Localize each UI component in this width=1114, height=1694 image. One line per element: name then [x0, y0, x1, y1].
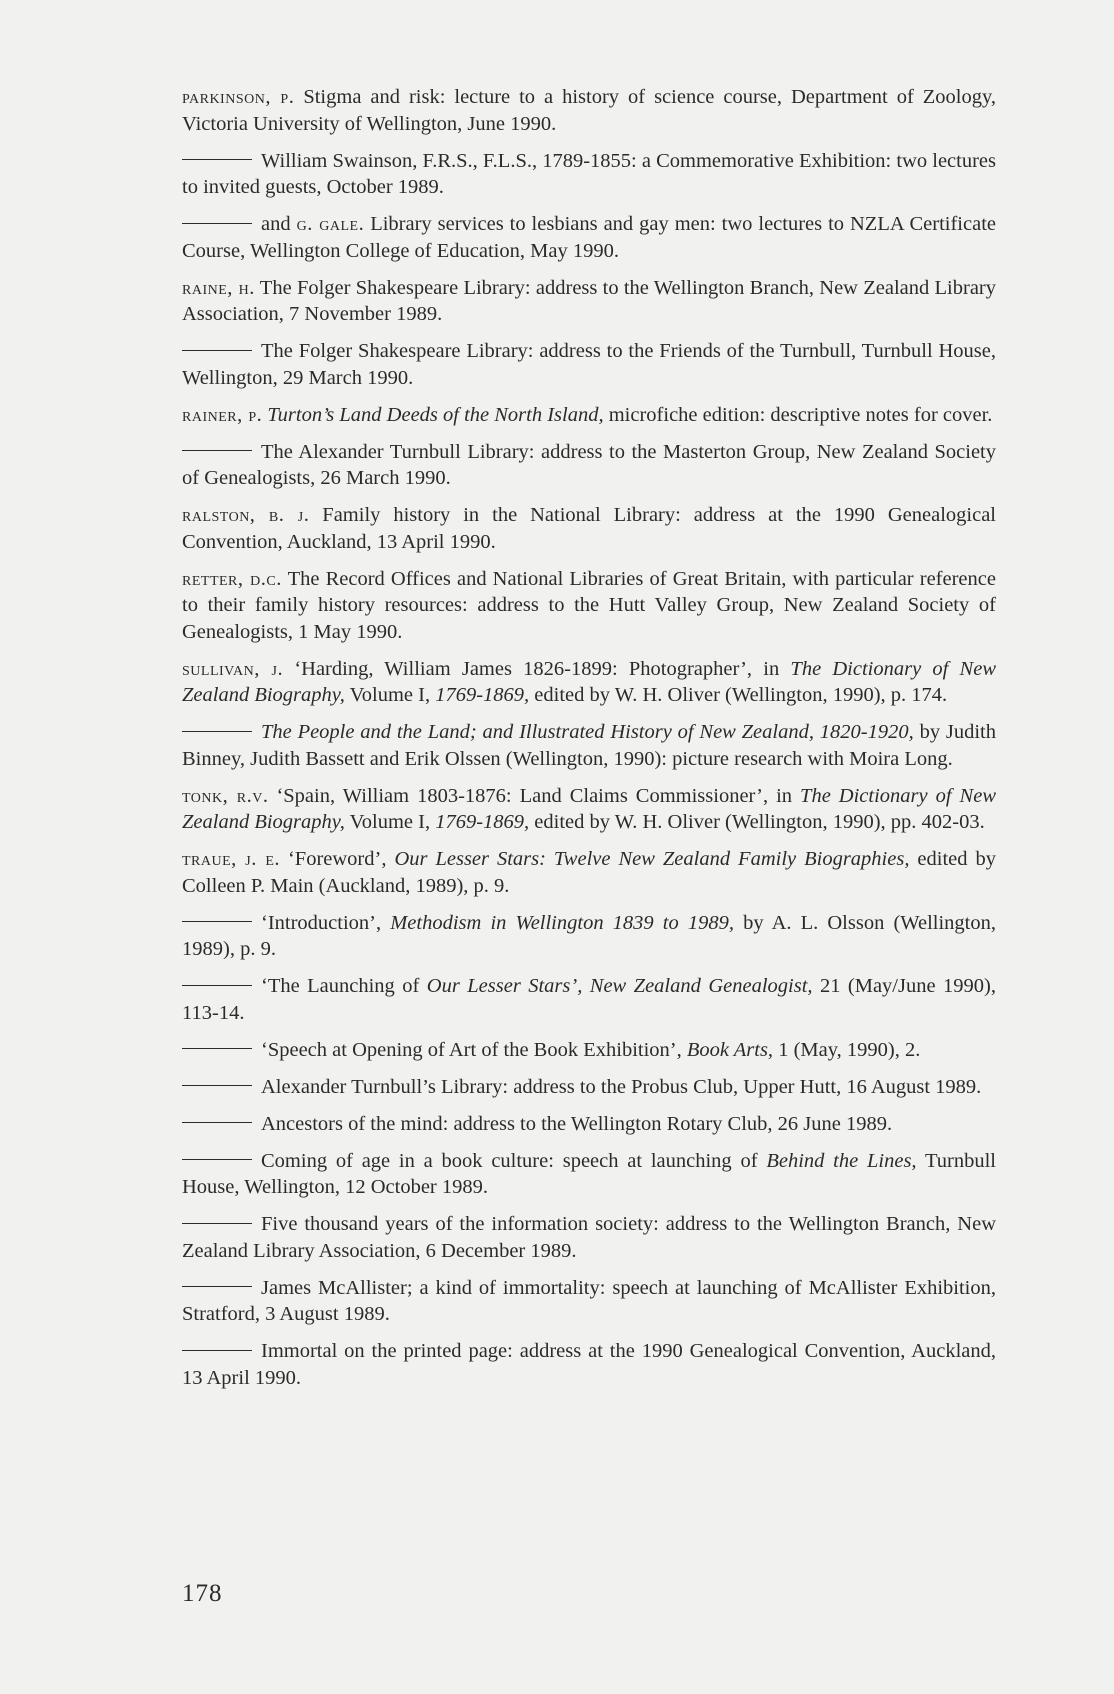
bibliography-entry — [182, 402, 996, 429]
bibliography-entry — [182, 502, 996, 555]
entry-text: The Folger Shakespeare Library: address to the Wellington Branch, New Zealand Library Association, 7 November 1989. — [182, 276, 996, 325]
entry-title-italic: Our Lesser Stars’, New Zealand Genealogist, — [426, 975, 813, 997]
bibliography-entry — [182, 566, 996, 646]
entry-text: Turnbull House, Wellington, 12 October 1989. — [182, 1149, 996, 1198]
entry-text: ‘Speech at Opening of Art of the Book Exhibition’, — [261, 1038, 687, 1061]
bibliography-entry — [182, 846, 996, 899]
entry-text: Volume I, — [344, 811, 436, 833]
bibliography-entry — [182, 1074, 996, 1101]
bibliography-entry — [182, 275, 996, 328]
bibliography-entry — [182, 148, 996, 201]
bibliography-entry — [182, 656, 996, 709]
bibliography-entry — [182, 1211, 996, 1264]
entry-title-italic: Behind the Lines, — [766, 1149, 917, 1172]
entry-author: ralston, b. j. — [182, 504, 310, 526]
repeat-author-dash — [182, 1350, 252, 1351]
repeat-author-dash — [182, 1122, 252, 1123]
entry-title-italic: The People and the Land; and Illustrated History of New Zealand, 1820-1920, — [261, 721, 914, 743]
repeat-author-dash — [182, 1223, 252, 1224]
entry-author: rainer, p. — [182, 403, 263, 426]
entry-author: raine, h. — [182, 276, 255, 299]
bibliography-entry — [182, 1148, 996, 1201]
bibliography-entry — [182, 1338, 996, 1391]
bibliography-entry — [182, 973, 996, 1026]
entry-text: The Record Offices and National Libraries of Great Britain, with particular reference to their family history resources: address to the Hutt Valley Group, New Zealand Society of Genealogists, 1 May 1990. — [182, 567, 996, 643]
entry-author: tonk, r.v. — [182, 784, 269, 807]
entry-text: microfiche edition: descriptive notes for cover. — [603, 403, 993, 426]
entry-text: 21 (May/June 1990), 113-14. — [182, 975, 996, 1024]
bibliography-entry — [182, 1037, 996, 1064]
repeat-author-dash — [182, 350, 252, 351]
bibliography-entry — [182, 719, 996, 772]
entry-author: retter, d.c. — [182, 567, 282, 590]
bibliography-entry — [182, 338, 996, 391]
entry-author: sullivan, j. — [182, 657, 284, 680]
entry-title-italic: Book Arts, — [686, 1038, 774, 1061]
entry-text: edited by W. H. Oliver (Wellington, 1990), p. 174. — [529, 684, 948, 706]
repeat-author-dash — [182, 159, 252, 160]
entry-text: Library services to lesbians and gay men: two lectures to NZLA Certificate Course, Wellington College of Education, May 1990. — [182, 213, 996, 262]
entry-text: Ancestors of the mind: address to the Wellington Rotary Club, 26 June 1989. — [261, 1112, 893, 1135]
entry-title-italic: Our Lesser Stars: Twelve New Zealand Family Biographies, — [394, 848, 910, 870]
bibliography-entry — [182, 1275, 996, 1328]
repeat-author-dash — [182, 223, 252, 224]
bibliography-entry — [182, 439, 996, 492]
entry-text: James McAllister; a kind of immortality: speech at launching of McAllister Exhibition, Stratford, 3 August 1989. — [182, 1276, 996, 1325]
entry-text: William Swainson, F.R.S., F.L.S., 1789-1855: a Commemorative Exhibition: two lectures to invited guests, October 1989. — [182, 149, 996, 198]
entry-text: Five thousand years of the information society: address to the Wellington Branch, New Zealand Library Association, 6 December 1989. — [182, 1213, 996, 1262]
entry-title-italic: Methodism in Wellington 1839 to 1989, — [390, 911, 734, 934]
entry-text: Coming of age in a book culture: speech at launching of — [261, 1149, 767, 1172]
repeat-author-dash — [182, 731, 252, 732]
entry-title-italic: Turton’s Land Deeds of the North Island, — [267, 403, 604, 426]
bibliography-entry — [182, 1111, 996, 1138]
entry-text: Volume I, — [344, 684, 436, 706]
repeat-author-dash — [182, 1286, 252, 1287]
entry-title-italic: The Dictionary of New Zealand Biography, — [182, 657, 997, 706]
entry-text: by Judith Binney, Judith Bassett and Erik Olssen (Wellington, 1990): picture research with Moira Long. — [182, 721, 997, 770]
entry-title-italic: 1769-1869, — [435, 811, 530, 833]
entry-text: ‘Spain, William 1803-1876: Land Claims Commissioner’, in — [268, 784, 801, 807]
entry-author: parkinson, p. — [182, 86, 295, 108]
entry-text: edited by Colleen P. Main (Auckland, 1989), p. 9. — [182, 848, 996, 897]
entry-text: Alexander Turnbull’s Library: address to the Probus Club, Upper Hutt, 16 August 1989. — [261, 1075, 982, 1098]
entry-text: The Alexander Turnbull Library: address to the Masterton Group, New Zealand Society of Genealogists, 26 March 1990. — [182, 440, 996, 489]
entry-text: and — [261, 213, 297, 235]
page-number: 178 — [182, 1580, 223, 1607]
entry-text: ‘Harding, William James 1826-1899: Photographer’, in — [283, 657, 791, 680]
entry-text: Immortal on the printed page: address at the 1990 Genealogical Convention, Auckland, 13 April 1990. — [182, 1340, 996, 1389]
bibliography-entry — [182, 910, 996, 963]
repeat-author-dash — [182, 1048, 252, 1049]
entry-text: Family history in the National Library: address at the 1990 Genealogical Convention, Auckland, 13 April 1990. — [182, 504, 996, 553]
bibliography-entry — [182, 84, 996, 137]
entry-text: edited by W. H. Oliver (Wellington, 1990), pp. 402-03. — [529, 811, 985, 833]
entry-text: ‘Foreword’, — [280, 848, 395, 870]
entry-text: 1 (May, 1990), 2. — [773, 1038, 921, 1061]
bibliography-entry — [182, 783, 996, 836]
entry-text: g. gale. — [296, 213, 365, 235]
repeat-author-dash — [182, 921, 252, 922]
repeat-author-dash — [182, 1159, 252, 1160]
entry-text: Stigma and risk: lecture to a history of science course, Department of Zoology, Victoria University of Wellington, June 1990. — [182, 86, 997, 135]
entry-author: traue, j. e. — [182, 848, 280, 870]
bibliography-list — [182, 84, 996, 1402]
bibliography-entry — [182, 211, 996, 264]
entry-text: The Folger Shakespeare Library: address to the Friends of the Turnbull, Turnbull House, Wellington, 29 March 1990. — [182, 340, 996, 389]
entry-title-italic: The Dictionary of New Zealand Biography, — [182, 784, 996, 833]
entry-title-italic: 1769-1869, — [435, 684, 530, 706]
entry-text: ‘Introduction’, — [261, 911, 391, 934]
entry-text: by A. L. Olsson (Wellington, 1989), p. 9. — [182, 911, 996, 960]
repeat-author-dash — [182, 985, 252, 986]
entry-text: ‘The Launching of — [261, 975, 427, 997]
repeat-author-dash — [182, 1085, 252, 1086]
repeat-author-dash — [182, 450, 252, 451]
